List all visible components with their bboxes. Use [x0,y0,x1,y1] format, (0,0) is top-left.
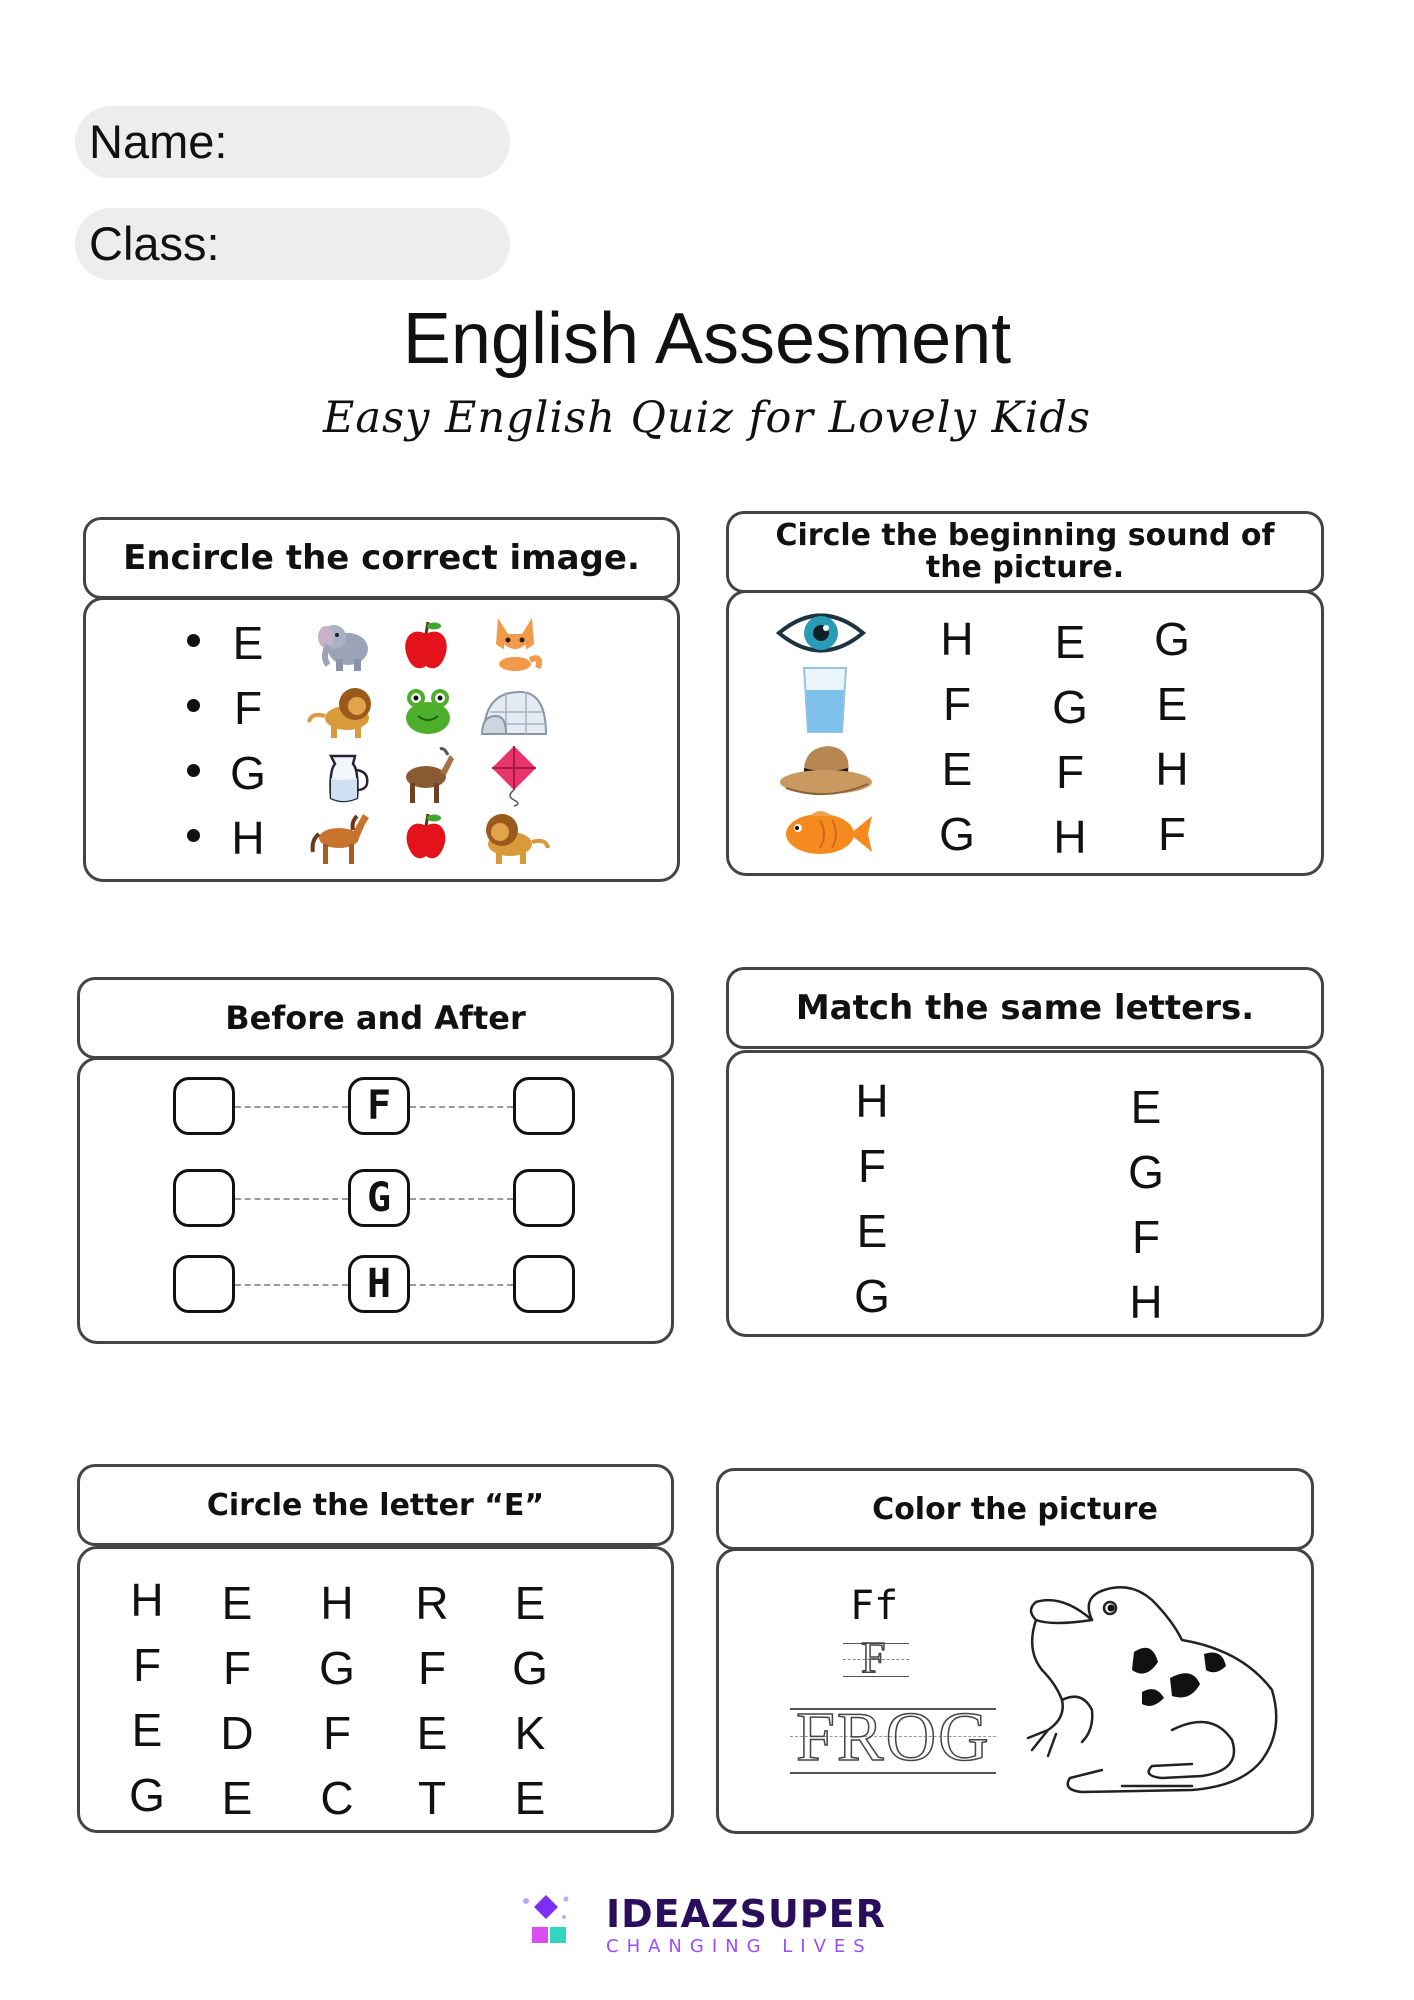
grid-letter[interactable]: G [512,1642,548,1694]
elephant-icon[interactable] [316,615,374,673]
grid-letter[interactable]: C [320,1772,354,1824]
logo-icon [520,1893,572,1947]
encircle-header: Encircle the correct image. [83,517,680,599]
grid-letter[interactable]: R [415,1577,449,1629]
grid-letter[interactable]: H [130,1574,164,1626]
apple-icon[interactable] [401,620,451,672]
encircle-letter: E [232,617,264,669]
kite-icon[interactable] [488,744,540,806]
before-box[interactable] [173,1169,235,1227]
match-left-letter[interactable]: H [855,1075,889,1127]
sound-option[interactable]: E [1054,616,1086,668]
grid-letter[interactable]: G [319,1642,355,1694]
igloo-icon[interactable] [480,688,550,738]
after-box[interactable] [513,1077,575,1135]
connector-line [235,1284,348,1286]
bullet [187,829,200,842]
match-left-letter[interactable]: F [857,1140,887,1192]
sound-option[interactable]: H [1053,811,1087,863]
sound-option[interactable]: F [1157,808,1187,860]
sound-option[interactable]: E [1156,678,1188,730]
goat-icon[interactable] [396,745,456,805]
grid-letter[interactable]: E [131,1704,163,1756]
sound-option[interactable]: G [1052,681,1088,733]
bullet [187,699,200,712]
connector-line [235,1198,348,1200]
beginning-sound-header: Circle the beginning sound of the picture. [726,511,1324,593]
logo-name: IDEAZSUPER [606,1892,886,1936]
connector-line [410,1106,513,1108]
match-right-letter[interactable]: G [1128,1146,1164,1198]
grid-letter[interactable]: E [416,1707,448,1759]
eye-icon[interactable] [777,606,865,660]
sound-option[interactable]: F [1055,746,1085,798]
connector-line [410,1284,513,1286]
grid-letter[interactable]: F [222,1642,252,1694]
sound-option[interactable]: H [1155,743,1189,795]
encircle-letter: H [231,812,265,864]
grid-letter[interactable]: E [221,1577,253,1629]
sound-option[interactable]: G [1154,613,1190,665]
class-label: Class: [89,217,220,270]
encircle-letter: F [233,682,263,734]
page-title: English Assesment [402,299,1012,379]
before-box[interactable] [173,1077,235,1135]
after-box[interactable] [513,1169,575,1227]
grid-letter[interactable]: E [514,1772,546,1824]
color-header: Color the picture [716,1468,1314,1550]
name-field[interactable] [75,106,510,178]
middle-letter-box: G [348,1169,410,1227]
bullet [187,764,200,777]
connector-line [235,1106,348,1108]
sound-option[interactable]: H [940,613,974,665]
horse-icon[interactable] [309,808,371,866]
grid-letter[interactable]: G [129,1769,165,1821]
match-right-letter[interactable]: H [1129,1276,1163,1328]
grid-letter[interactable]: H [320,1577,354,1629]
circle-e-header: Circle the letter “E” [77,1464,674,1546]
grid-letter[interactable]: D [220,1707,254,1759]
match-right-letter[interactable]: F [1131,1211,1161,1263]
apple-icon[interactable] [403,812,449,862]
match-panel [726,1050,1324,1337]
connector-line [410,1198,513,1200]
match-right-letter[interactable]: E [1130,1081,1162,1133]
trace-word[interactable]: FROG [796,1699,991,1776]
encircle-panel [83,597,680,882]
fish-icon[interactable] [780,806,874,860]
sound-option[interactable]: G [939,808,975,860]
class-field[interactable] [75,208,510,280]
hat-icon[interactable] [778,740,874,802]
grid-letter[interactable]: K [514,1707,546,1759]
encircle-letter: G [230,747,266,799]
before-after-header: Before and After [77,977,674,1059]
trace-letter[interactable]: F [861,1633,886,1682]
sound-option[interactable]: E [941,743,973,795]
match-header: Match the same letters. [726,967,1324,1049]
after-box[interactable] [513,1255,575,1313]
grid-letter[interactable]: F [132,1639,162,1691]
name-label: Name: [89,115,228,168]
fox-icon[interactable] [486,614,544,672]
sound-option[interactable]: F [942,678,972,730]
frog-icon[interactable] [400,686,456,738]
middle-letter-box: H [348,1255,410,1313]
match-left-letter[interactable]: E [856,1205,888,1257]
middle-letter-box: F [348,1077,410,1135]
page-subtitle: Easy English Quiz for Lovely Kids [322,393,1091,443]
frog-outline-icon[interactable] [1022,1580,1282,1806]
grid-letter[interactable]: T [417,1772,447,1824]
grid-letter[interactable]: E [221,1772,253,1824]
lion-icon[interactable] [480,808,552,866]
bullet [187,634,200,647]
letter-pair: Ff [850,1583,899,1629]
grid-letter[interactable]: E [514,1577,546,1629]
before-box[interactable] [173,1255,235,1313]
glass-icon[interactable] [800,664,850,736]
grid-letter[interactable]: F [322,1707,352,1759]
logo-tagline: CHANGING LIVES [606,1936,873,1957]
jug-icon[interactable] [323,750,369,804]
lion-icon[interactable] [305,682,377,740]
match-left-letter[interactable]: G [854,1270,890,1322]
grid-letter[interactable]: F [417,1642,447,1694]
